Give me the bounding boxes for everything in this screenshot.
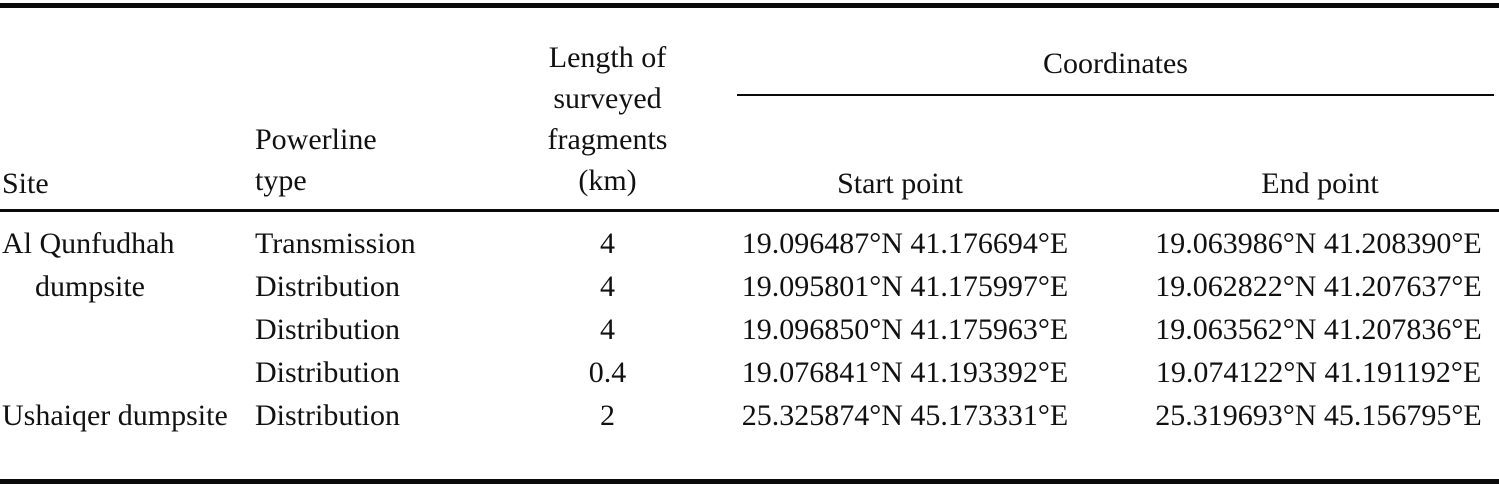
length-cell: 0.4 <box>588 356 627 389</box>
start-point-cell: 19.095801°N 41.175997°E <box>741 270 1069 303</box>
table-bottom-rule <box>0 479 1499 484</box>
length-cell: 4 <box>600 270 615 303</box>
site-cell: Al Qunfudhah dumpsite <box>2 227 175 303</box>
col-header-powerline-type: Powerline type <box>255 123 377 197</box>
powerline-type-cell: Transmission <box>255 227 416 260</box>
col-header-end-point: End point <box>1261 167 1379 200</box>
start-point-cell: 19.096487°N 41.176694°E <box>741 227 1069 260</box>
length-cell: 4 <box>600 227 615 260</box>
length-cell: 2 <box>600 399 615 432</box>
site-cell: Ushaiqer dumpsite <box>2 399 228 432</box>
col-header-length: Length of surveyed fragments (km) <box>547 41 668 197</box>
powerline-type-cell: Distribution <box>255 270 401 303</box>
end-point-cell: 19.063562°N 41.207836°E <box>1155 313 1482 346</box>
end-point-cell: 19.063986°N 41.208390°E <box>1155 227 1482 260</box>
start-point-cell: 19.096850°N 41.175963°E <box>741 313 1069 346</box>
coordinates-spanner <box>710 8 1499 96</box>
end-point-cell: 19.062822°N 41.207637°E <box>1155 270 1482 303</box>
col-header-start-point: Start point <box>837 167 963 200</box>
start-point-cell: 19.076841°N 41.193392°E <box>741 356 1069 389</box>
end-point-cell: 19.074122°N 41.191192°E <box>1155 356 1482 389</box>
table-header <box>0 8 1499 209</box>
table-body <box>0 212 1499 480</box>
col-header-coordinates: Coordinates <box>737 8 1494 96</box>
end-point-cell: 25.319693°N 45.156795°E <box>1155 399 1482 432</box>
length-cell: 4 <box>600 313 615 346</box>
col-header-site: Site <box>2 167 49 200</box>
start-point-cell: 25.325874°N 45.173331°E <box>741 399 1069 432</box>
col-header-length-wrap <box>505 37 710 201</box>
powerline-type-cell: Distribution <box>255 313 401 346</box>
powerline-type-cell: Distribution <box>255 356 401 389</box>
powerline-type-cell: Distribution <box>255 399 401 432</box>
